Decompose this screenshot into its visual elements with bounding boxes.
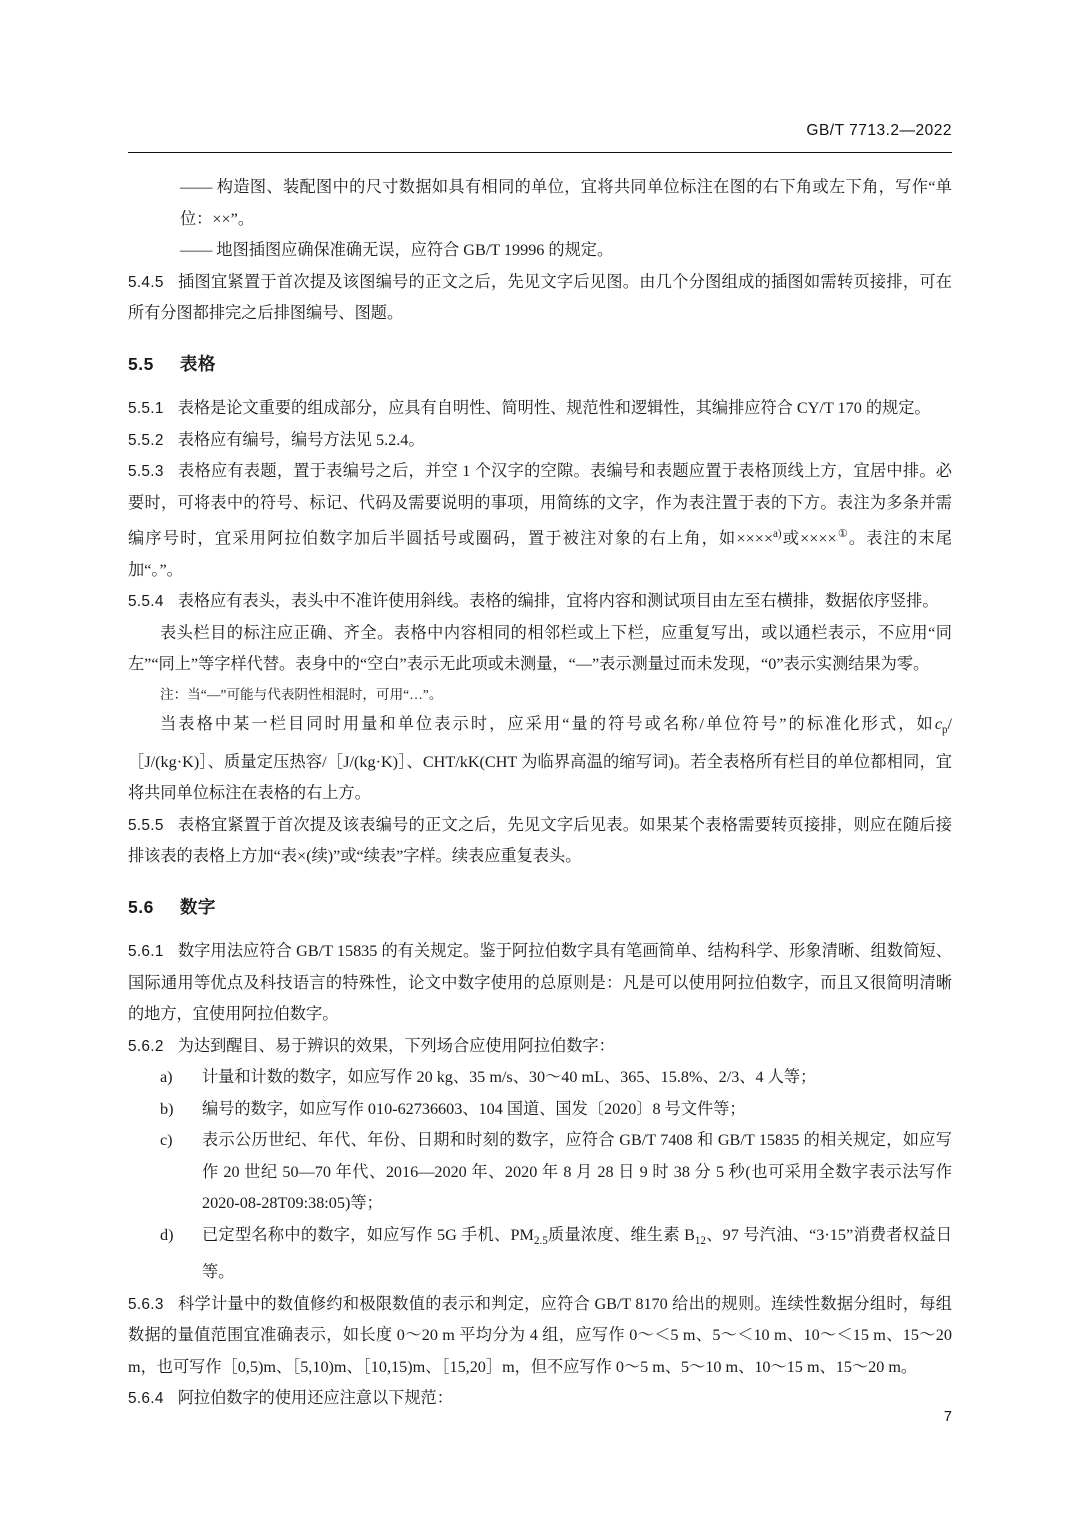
clause-text-5-5-2: 表格应有编号，编号方法见 5.2.4。 [177, 430, 425, 449]
clause-text-5-5-3-b: 或×××× [781, 529, 837, 548]
clause-5-5-4 [128, 586, 952, 618]
clause-5-6-4 [128, 1383, 952, 1415]
clause-number-5-6-2: 5.6.2 [128, 1037, 164, 1055]
note-5-5-4: 注：当“—”可能与代表阴性相混时，可用“…”。 [160, 686, 443, 702]
clause-number-5-6-3: 5.6.3 [128, 1295, 164, 1313]
list-marker-a: a) [160, 1068, 173, 1087]
list-text-d-mid: 质量浓度、维生素 B [547, 1225, 695, 1244]
section-title-5-5: 表格 [179, 353, 216, 374]
page-content [128, 172, 952, 1415]
clause-text-5-4-5: 插图宜紧置于首次提及该图编号的正文之后，先见文字后见图。由几个分图组成的插图如需转页接排，可在所有分图都排完之后排图编号、图题。 [128, 272, 952, 322]
clause-number-5-6-4: 5.6.4 [128, 1390, 164, 1408]
list-item-c [128, 1125, 952, 1220]
clause-text-5-5-3: 表格应有表题，置于表编号之后，并空 1 个汉字的空隙。表编号和表题应置于表格顶线上方，宜居中排。必要时，可将表中的符号、标记、代码及需要说明的事项，用简练的文字，作为表注置于表的下方。表注为多条并需编序号时，宜采用阿拉伯数字加后半圆括号或圈码，置于被注对象的右上角，如×××× [128, 462, 952, 548]
clause-5-5-4-para-c-post: /［J/(kg·K)］、质量定压热容/［J/(kg·K)］、CHT/kK(CHT 为临界高温的缩写词)。若全表格所有栏目的单位都相同，宜将共同单位标注在表格的右上方。 [128, 714, 952, 803]
page-header-standard-id: GB/T 7713.2—2022 [806, 122, 952, 139]
list-item-a [128, 1062, 952, 1094]
footnote-marker-a: a) [772, 528, 782, 540]
list-item-d [128, 1220, 952, 1289]
pm-subscript: 2.5 [533, 1234, 548, 1247]
clause-number-5-5-4: 5.5.4 [128, 593, 164, 611]
clause-5-5-4-para-c [128, 709, 952, 810]
header-rule [128, 152, 952, 153]
section-number-5-5: 5.5 [128, 353, 154, 374]
vitamin-subscript: 12 [694, 1234, 706, 1247]
symbol-c-subscript: p [942, 724, 948, 737]
clause-text-5-5-1: 表格是论文重要的组成部分，应具有自明性、简明性、规范性和逻辑性，其编排应符合 CY/T 170 的规定。 [177, 399, 931, 417]
clause-5-4-5 [128, 267, 952, 330]
list-text-d-post: 、97 号汽油、“3·15”消费者权益日等。 [202, 1225, 953, 1282]
section-title-5-6: 数字 [179, 896, 216, 917]
clause-text-5-5-5: 表格宜紧置于首次提及该表编号的正文之后，先见文字后见表。如果某个表格需要转页接排，则应在随后接排该表的表格上方加“表×(续)”或“续表”字样。续表应重复表头。 [128, 815, 952, 866]
clause-number-5-6-1: 5.6.1 [128, 943, 164, 961]
list-text-c: 表示公历世纪、年代、年份、日期和时刻的数字，应符合 GB/T 7408 和 GB/T 15835 的相关规定，如应写作 20 世纪 50—70 年代、2016—2020 年、2020 年 8 月 28 日 9 时 38 分 5 秒(也可采用全数字表示法写作 2020-08-28T09:38:05)等； [202, 1131, 952, 1213]
clause-text-5-5-3-c: 。表注的末尾加“。”。 [128, 529, 952, 579]
page-number: 7 [943, 1409, 952, 1425]
clause-5-6-1 [128, 936, 952, 1031]
list-marker-d: d) [160, 1225, 174, 1244]
list-text-a: 计量和计数的数字，如应写作 20 kg、35 m/s、30～40 mL、365、15.8%、2/3、4 人等； [202, 1068, 817, 1087]
list-item-b [128, 1094, 952, 1126]
clause-number-5-5-5: 5.5.5 [128, 816, 164, 834]
clause-number-5-5-1: 5.5.1 [128, 400, 164, 417]
clause-text-5-5-4: 表格应有表头，表头中不准许使用斜线。表格的编排，宜将内容和测试项目由左至右横排，数据依序竖排。 [177, 592, 939, 611]
clause-5-5-3 [128, 456, 952, 586]
clause-5-5-2 [128, 425, 952, 457]
footnote-marker-circle: ① [836, 528, 849, 540]
clause-5-6-3 [128, 1289, 952, 1384]
section-heading-5-6 [128, 892, 952, 924]
clause-5-6-2 [128, 1031, 952, 1063]
clause-text-5-6-3: 科学计量中的数值修约和极限数值的表示和判定，应符合 GB/T 8170 给出的规则。连续性数据分组时，每组数据的量值范围宜准确表示，如长度 0～20 m 平均分为 4 组，应写作 0～＜5 m、5～＜10 m、10～＜15 m、15～20 m，也可写作［0,5)m、［5,10)m、［10,15)m、［15,20］m，但不应写作 0～5 m、5～10 m、10～15 m、15～20 m。 [128, 1294, 952, 1376]
dash-list-item-1: —— 构造图、装配图中的尺寸数据如具有相同的单位，宜将共同单位标注在图的右下角或左下角，写作“单位：××”。 [180, 178, 952, 228]
clause-5-5-5 [128, 810, 952, 873]
list-text-b: 编号的数字，如应写作 010-62736603、104 国道、国发〔2020〕8 号文件等； [202, 1099, 746, 1118]
list-marker-c: c) [160, 1131, 173, 1150]
clause-number-5-4-5: 5.4.5 [128, 273, 164, 291]
symbol-c: c [934, 714, 942, 733]
clause-5-5-4-para-b: 表头栏目的标注应正确、齐全。表格中内容相同的相邻栏或上下栏，应重复写出，或以通栏表示，不应用“同左”“同上”等字样代替。表身中的“空白”表示无此项或未测量，“—”表示测量过而未发现，“0”表示实测结果为零。 [128, 623, 952, 674]
dash-list-item-2: —— 地图插图应确保准确无误，应符合 GB/T 19996 的规定。 [180, 241, 614, 259]
clause-5-5-1 [128, 393, 952, 425]
clause-text-5-6-4: 阿拉伯数字的使用还应注意以下规范： [177, 1389, 453, 1408]
clause-5-5-4-para-c-pre: 当表格中某一栏目同时用量和单位表示时，应采用“量的符号或名称/单位符号”的标准化形式，如 [160, 714, 935, 733]
list-marker-b: b) [160, 1099, 174, 1118]
section-number-5-6: 5.6 [128, 896, 154, 917]
section-heading-5-5 [128, 349, 952, 381]
clause-text-5-6-1: 数字用法应符合 GB/T 15835 的有关规定。鉴于阿拉伯数字具有笔画简单、结构科学、形象清晰、组数简短、国际通用等优点及科技语言的特殊性，论文中数字使用的总原则是：凡是可以使用阿拉伯数字，而且又很简明清晰的地方，宜使用阿拉伯数字。 [128, 942, 952, 1024]
list-text-d-pre: 已定型名称中的数字，如应写作 5G 手机、PM [202, 1225, 534, 1244]
clause-number-5-5-3: 5.5.3 [128, 463, 164, 480]
clause-number-5-5-2: 5.5.2 [128, 431, 164, 449]
clause-text-5-6-2: 为达到醒目、易于辨识的效果，下列场合应使用阿拉伯数字： [177, 1036, 615, 1055]
